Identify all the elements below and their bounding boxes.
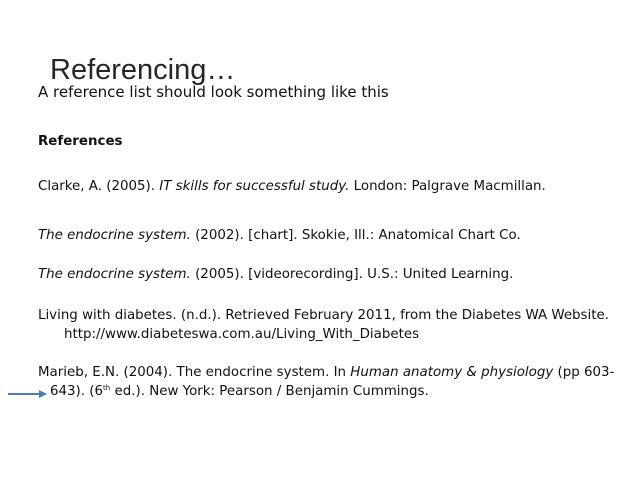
reference-entry-4: [38, 306, 609, 344]
ref1-rest: London: Palgrave Macmillan.: [349, 179, 546, 194]
ref2-rest: (2002). [chart]. Skokie, Ill.: Anatomical Chart Co.: [190, 228, 521, 243]
reference-entry-5: [38, 363, 614, 401]
ref5-book-title: Human anatomy & physiology: [350, 365, 554, 380]
reference-entry-3: [38, 265, 513, 284]
right-arrow-icon: [8, 387, 48, 401]
ref4-line1: Living with diabetes. (n.d.). Retrieved February 2011, from the Diabetes WA Website.: [38, 308, 610, 323]
ref4-url: http://www.diabeteswa.com.au/Living_With_Diabetes: [64, 327, 420, 342]
intro-text: A reference list should look something like this: [38, 83, 389, 101]
ref5-line2-start: 643). (6: [50, 384, 104, 399]
reference-entry-1: [38, 177, 546, 196]
ref5-ordinal: th: [103, 384, 111, 392]
references-heading: References: [38, 134, 123, 149]
ref5-line2-end: ed.). New York: Pearson / Benjamin Cummings.: [110, 384, 429, 399]
ref3-title: The endocrine system.: [38, 267, 191, 282]
ref3-rest: (2005). [videorecording]. U.S.: United Learning.: [190, 267, 514, 282]
ref2-title: The endocrine system.: [38, 228, 191, 243]
ref1-title: IT skills for successful study.: [159, 179, 350, 194]
ref5-line1-end: (pp 603-: [553, 365, 615, 380]
slide-title: Referencing…: [50, 54, 236, 86]
ref5-line1-start: Marieb, E.N. (2004). The endocrine system. In: [38, 365, 351, 380]
reference-entry-2: [38, 226, 521, 245]
ref1-author-year: Clarke, A. (2005).: [38, 179, 160, 194]
